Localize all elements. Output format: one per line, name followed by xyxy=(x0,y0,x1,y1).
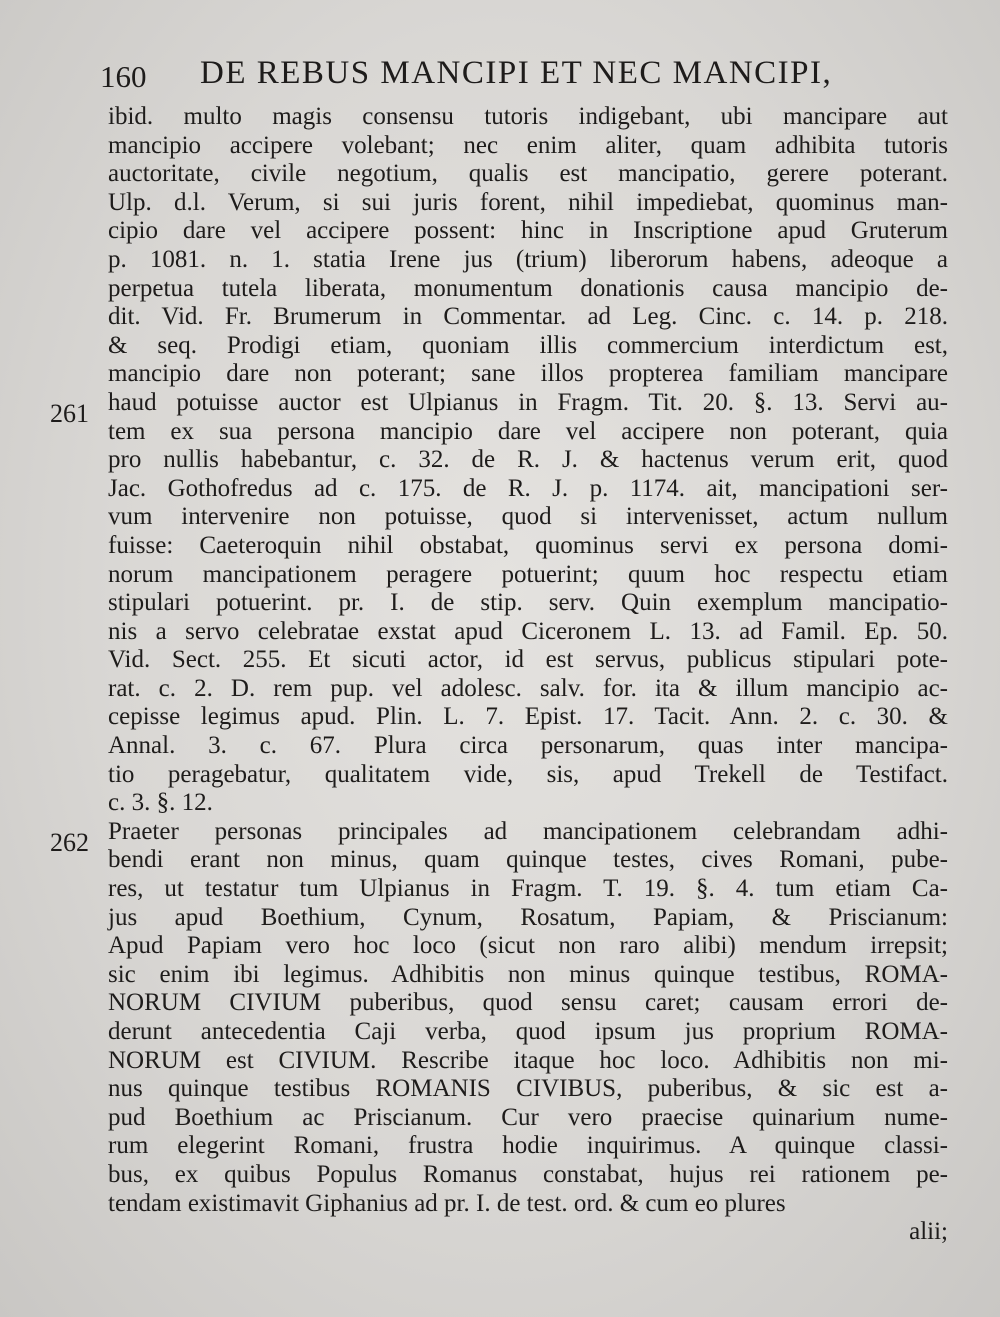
text-line: mancipio dare non poterant; sane illos propterea familiam mancipare xyxy=(108,360,948,388)
text-line: rat. c. 2. D. rem pup. vel adolesc. salv. for. ita & illum mancipio ac- xyxy=(108,674,948,702)
text-line: Vid. Sect. 255. Et sicuti actor, id est servus, publicus stipulari pote- xyxy=(108,646,948,674)
text-line: ibid. multo magis consensu tutoris indigebant, ubi mancipare aut xyxy=(108,103,948,130)
text-line: NORUM CIVIUM puberibus, quod sensu caret; causam errori de- xyxy=(108,989,948,1017)
text-line: bus, ex quibus Populus Romanus constabat, hujus rei rationem pe- xyxy=(108,1160,948,1188)
text-line: jus apud Boethium, Cynum, Rosatum, Papiam, & Priscianum: xyxy=(108,903,948,931)
text-line: Apud Papiam vero hoc loco (sicut non raro alibi) mendum irrepsit; xyxy=(108,932,948,960)
text-line: c. 3. §. 12. xyxy=(108,789,213,817)
text-line: sic enim ibi legimus. Adhibitis non minus quinque testibus, ROMA- xyxy=(108,960,948,988)
text-line: nis a servo celebratae exstat apud Ciceronem L. 13. ad Famil. Ep. 50. xyxy=(108,617,948,645)
running-title: DE REBUS MANCIPI ET NEC MANCIPI, xyxy=(200,55,833,91)
text-line: pud Boethium ac Priscianum. Cur vero praecise quinarium nume- xyxy=(108,1103,948,1131)
text-line: cipio dare vel accipere possent: hinc in Inscriptione apud Gruterum xyxy=(108,217,948,245)
text-line: alii; xyxy=(909,1218,948,1246)
text-line: auctoritate, civile negotium, qualis est mancipatio, gerere poterant. xyxy=(108,160,948,188)
text-line: Ulp. d.l. Verum, si sui juris forent, nihil impediebat, quominus man- xyxy=(108,188,948,216)
text-line: dit. Vid. Fr. Brumerum in Commentar. ad Leg. Cinc. c. 14. p. 218. xyxy=(108,303,948,331)
text-line: haud potuisse auctor est Ulpianus in Fragm. Tit. 20. §. 13. Servi au- xyxy=(108,388,948,416)
page-number: 160 xyxy=(100,59,147,94)
text-line: tem ex sua persona mancipio dare vel accipere non poterant, quia xyxy=(108,417,948,445)
text-line: bendi erant non minus, quam quinque testes, cives Romani, pube- xyxy=(108,846,948,874)
page-header xyxy=(100,55,960,95)
text-line: norum mancipationem peragere potuerint; quum hoc respectu etiam xyxy=(108,560,948,588)
text-line: Annal. 3. c. 67. Plura circa personarum, quas inter mancipa- xyxy=(108,732,948,760)
text-line: rum elegerint Romani, frustra hodie inquirimus. A quinque classi- xyxy=(108,1132,948,1160)
text-line: pro nullis habebantur, c. 32. de R. J. & hactenus verum erit, quod xyxy=(108,446,948,474)
text-line: perpetua tutela liberata, monumentum donationis causa mancipio de- xyxy=(108,274,948,302)
text-line: tio peragebatur, qualitatem vide, sis, apud Trekell de Testifact. xyxy=(108,760,948,788)
text-line: NORUM est CIVIUM. Rescribe itaque hoc loco. Adhibitis non mi- xyxy=(108,1046,948,1074)
text-line: derunt antecedentia Caji verba, quod ipsum jus proprium ROMA- xyxy=(108,1018,948,1045)
text-line: tendam existimavit Giphanius ad pr. I. de test. ord. & cum eo plures xyxy=(108,1189,786,1217)
text-line: cepisse legimus apud. Plin. L. 7. Epist. 17. Tacit. Ann. 2. c. 30. & xyxy=(108,703,948,731)
text-line: stipulari potuerint. pr. I. de stip. serv. Quin exemplum mancipatio- xyxy=(108,589,948,617)
text-line: res, ut testatur tum Ulpianus in Fragm. T. 19. §. 4. tum etiam Ca- xyxy=(108,875,948,903)
text-line: mancipio accipere volebant; nec enim aliter, quam adhibita tutoris xyxy=(108,131,948,159)
text-line: p. 1081. n. 1. statia Irene jus (trium) liberorum habens, adeoque a xyxy=(108,245,948,273)
section-number-262: 262 xyxy=(50,828,89,857)
text-line: & seq. Prodigi etiam, quoniam illis commercium interdictum est, xyxy=(108,331,948,359)
text-line: nus quinque testibus ROMANIS CIVIBUS, puberibus, & sic est a- xyxy=(108,1075,948,1103)
text-line: Praeter personas principales ad mancipationem celebrandam adhi- xyxy=(108,817,948,845)
text-line: Jac. Gothofredus ad c. 175. de R. J. p. 1174. ait, mancipationi ser- xyxy=(108,474,948,502)
body-text xyxy=(108,103,948,1247)
text-line: vum intervenire non potuisse, quod si intervenisset, actum nullum xyxy=(108,503,948,531)
section-number-261: 261 xyxy=(50,399,89,428)
text-line: fuisse: Caeteroquin nihil obstabat, quominus servi ex persona domi- xyxy=(108,531,948,559)
